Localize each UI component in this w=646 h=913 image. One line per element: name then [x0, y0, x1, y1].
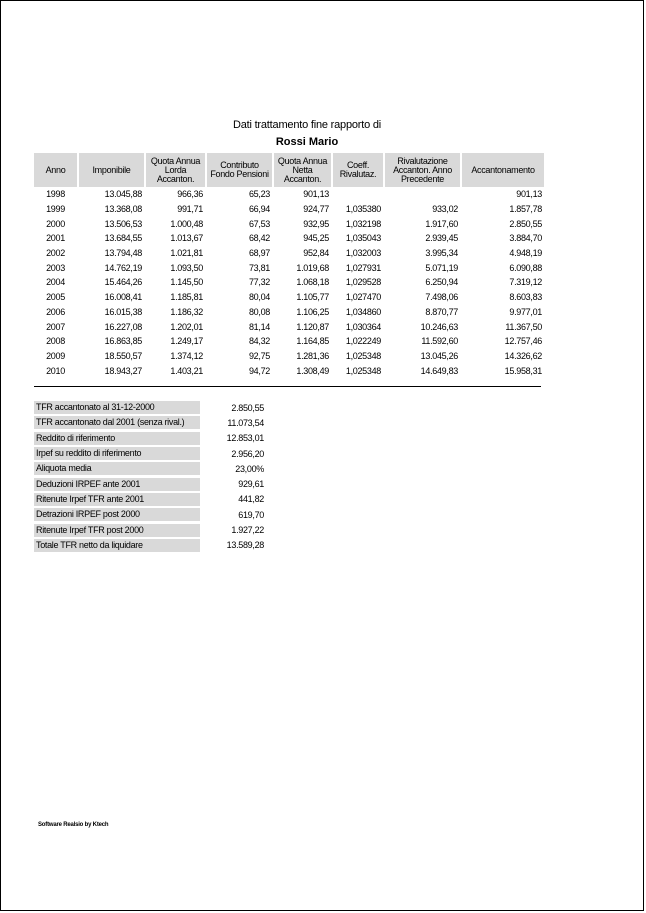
table-cell: 18.550,57	[104, 350, 142, 361]
summary-value: 2.956,20	[231, 448, 264, 459]
table-cell: 14.762,19	[104, 262, 142, 273]
table-cell: 1,032003	[345, 248, 381, 259]
table-cell: 1.202,01	[170, 321, 203, 332]
table-row	[34, 290, 544, 305]
summary-label: Ritenute Irpef TFR ante 2001	[34, 493, 200, 506]
table-cell: 933,02	[432, 204, 458, 215]
tfr-table	[32, 153, 546, 378]
table-cell: 5.071,19	[425, 262, 458, 273]
document-title: Dati trattamento fine rapporto di	[232, 119, 382, 131]
table-cell: 12.757,46	[504, 336, 542, 347]
table-cell: 945,25	[303, 233, 329, 244]
table-cell: 2006	[46, 306, 65, 317]
table-cell: 1.019,68	[296, 262, 329, 273]
table-cell: 1,025348	[345, 350, 381, 361]
table-row	[34, 202, 544, 217]
table-header-row	[34, 153, 544, 187]
table-cell: 1,030364	[345, 321, 381, 332]
software-credit: Software Realsio by Ktech	[38, 822, 109, 828]
summary-value: 11.073,54	[227, 417, 264, 428]
header-coeff-rivalutaz: Coeff. Rivalutaz.	[333, 153, 383, 187]
table-cell: 16.015,38	[104, 306, 142, 317]
table-cell: 1,025348	[345, 365, 381, 376]
table-cell: 1.106,25	[296, 306, 329, 317]
table-cell: 2.850,55	[509, 218, 542, 229]
table-cell: 2009	[46, 350, 65, 361]
table-cell: 991,71	[177, 204, 203, 215]
table-cell: 6.090,88	[509, 262, 542, 273]
table-cell: 14.326,62	[504, 350, 542, 361]
summary-label: Totale TFR netto da liquidare	[34, 539, 200, 552]
table-cell: 1,027470	[345, 292, 381, 303]
table-cell: 14.649,83	[420, 365, 458, 376]
summary-row	[34, 431, 264, 446]
summary-label: TFR accantonato al 31-12-2000	[34, 401, 200, 414]
table-cell: 1,032198	[345, 218, 381, 229]
table-row	[34, 305, 544, 320]
table-cell: 2003	[46, 262, 65, 273]
table-cell: 11.592,60	[421, 336, 458, 347]
table-row	[34, 260, 544, 275]
table-cell: 10.246,63	[420, 321, 458, 332]
table-cell	[385, 187, 460, 202]
table-cell: 1.249,17	[170, 336, 203, 347]
table-cell: 94,72	[248, 365, 270, 376]
summary-value: 1.927,22	[231, 525, 264, 536]
table-cell: 2.939,45	[425, 233, 458, 244]
table-cell: 1.021,81	[170, 248, 203, 259]
header-imponibile: Imponibile	[79, 153, 144, 187]
table-cell: 1.013,67	[170, 233, 203, 244]
table-cell: 15.958,31	[504, 365, 542, 376]
table-cell: 1.164,85	[296, 336, 329, 347]
table-cell: 2000	[46, 218, 65, 229]
table-cell: 13.684,55	[104, 233, 142, 244]
summary-row	[34, 476, 264, 491]
table-cell: 1.120,87	[296, 321, 329, 332]
table-cell: 1.093,50	[170, 262, 203, 273]
table-body	[34, 187, 544, 378]
table-row	[34, 187, 544, 202]
table-cell: 1,034860	[345, 306, 381, 317]
table-cell: 1,027931	[345, 262, 381, 273]
table-cell: 924,77	[303, 204, 329, 215]
table-cell	[333, 187, 383, 202]
summary-value: 13.589,28	[226, 540, 264, 551]
table-cell: 1.917,60	[425, 218, 458, 229]
table-cell: 1.308,49	[296, 365, 329, 376]
table-cell: 6.250,94	[425, 277, 458, 288]
table-cell: 2004	[46, 277, 65, 288]
table-cell: 1.145,50	[170, 277, 203, 288]
header-anno: Anno	[34, 153, 77, 187]
table-cell: 81,14	[248, 321, 270, 332]
table-row	[34, 349, 544, 364]
table-cell: 13.794,48	[104, 248, 142, 259]
table-cell: 8.870,77	[425, 306, 458, 317]
table-row	[34, 216, 544, 231]
table-row	[34, 319, 544, 334]
summary-label: Reddito di riferimento	[34, 432, 200, 445]
table-cell: 1,022249	[345, 336, 381, 347]
summary-row	[34, 492, 264, 507]
table-cell: 1.185,81	[170, 292, 203, 303]
summary-label: Detrazioni IRPEF post 2000	[34, 508, 200, 521]
table-cell: 1.105,77	[296, 292, 329, 303]
table-cell: 1.403,21	[170, 365, 203, 376]
table-cell: 1,035380	[345, 204, 381, 215]
summary-row	[34, 461, 264, 476]
table-cell: 1.281,36	[296, 350, 329, 361]
header-contributo-fondo: Contributo Fondo Pensioni	[207, 153, 272, 187]
table-cell: 7.498,06	[425, 292, 458, 303]
summary-row	[34, 538, 264, 553]
table-cell: 2008	[46, 336, 65, 347]
table-cell: 80,04	[248, 292, 270, 303]
table-cell: 15.464,26	[104, 277, 142, 288]
table-cell: 2007	[46, 321, 65, 332]
summary-label: Irpef su reddito di riferimento	[34, 447, 200, 460]
table-cell: 16.008,41	[104, 292, 142, 303]
table-row	[34, 231, 544, 246]
table-cell: 77,32	[248, 277, 270, 288]
table-cell: 3.995,34	[425, 248, 458, 259]
summary-row	[34, 415, 264, 430]
table-cell: 13.368,08	[104, 204, 142, 215]
table-cell: 966,36	[177, 189, 203, 200]
header-accantonamento: Accantonamento	[462, 153, 544, 187]
table-cell: 2005	[46, 292, 65, 303]
header-quota-lorda: Quota Annua Lorda Accanton.	[146, 153, 205, 187]
table-cell: 1,035043	[345, 233, 381, 244]
header-rivalutazione: Rivalutazione Accanton. Anno Precedente	[385, 153, 460, 187]
table-cell: 11.367,50	[505, 321, 542, 332]
table-cell: 13.506,53	[104, 218, 142, 229]
table-row	[34, 363, 544, 378]
summary-value: 23,00%	[235, 463, 264, 474]
summary-row	[34, 507, 264, 522]
summary-label: TFR accantonato dal 2001 (senza rival.)	[34, 416, 200, 429]
table-cell: 932,95	[303, 218, 329, 229]
table-cell: 18.943,27	[104, 365, 142, 376]
table-cell: 1.857,78	[509, 204, 542, 215]
table-cell: 2010	[46, 365, 65, 376]
summary-row	[34, 446, 264, 461]
summary-value: 2.850,55	[231, 402, 264, 413]
table-cell: 1.068,18	[296, 277, 329, 288]
table-cell: 3.884,70	[509, 233, 542, 244]
summary-value: 929,61	[238, 479, 264, 490]
table-cell: 1.000,48	[170, 218, 203, 229]
summary-section	[34, 400, 264, 553]
table-cell: 1.374,12	[170, 350, 203, 361]
section-divider	[34, 386, 541, 387]
table-cell: 1,029528	[345, 277, 381, 288]
summary-value: 12.853,01	[226, 433, 264, 444]
table-cell: 13.045,26	[420, 350, 458, 361]
table-cell: 1.186,32	[170, 306, 203, 317]
table-cell: 16.227,08	[104, 321, 142, 332]
table-cell: 1999	[46, 204, 65, 215]
employee-name: Rossi Mario	[275, 136, 339, 148]
table-cell: 901,13	[303, 189, 329, 200]
table-cell: 8.603,83	[509, 292, 542, 303]
table-row	[34, 334, 544, 349]
table-cell: 80,08	[248, 306, 270, 317]
table-row	[34, 275, 544, 290]
table-cell: 952,84	[303, 248, 329, 259]
table-cell: 66,94	[248, 204, 270, 215]
table-cell: 7.319,12	[509, 277, 542, 288]
table-cell: 84,32	[248, 336, 270, 347]
table-cell: 901,13	[516, 189, 542, 200]
table-cell: 2001	[46, 233, 65, 244]
header-quota-netta: Quota Annua Netta Accanton.	[274, 153, 331, 187]
summary-label: Deduzioni IRPEF ante 2001	[34, 478, 200, 491]
table-cell: 4.948,19	[509, 248, 542, 259]
summary-label: Aliquota media	[34, 462, 200, 475]
table-cell: 73,81	[248, 262, 270, 273]
table-cell: 2002	[46, 248, 65, 259]
table-cell: 65,23	[248, 189, 270, 200]
table-cell: 92,75	[248, 350, 270, 361]
table-cell: 68,97	[248, 248, 270, 259]
table-row	[34, 246, 544, 261]
summary-value: 619,70	[238, 509, 264, 520]
summary-row	[34, 522, 264, 537]
summary-value: 441,82	[238, 494, 264, 505]
table-cell: 9.977,01	[509, 306, 542, 317]
table-cell: 68,42	[248, 233, 270, 244]
table-cell: 13.045,88	[104, 189, 142, 200]
table-cell: 67,53	[248, 218, 270, 229]
table-cell: 1998	[46, 189, 65, 200]
table-cell: 16.863,85	[104, 336, 142, 347]
summary-label: Ritenute Irpef TFR post 2000	[34, 524, 200, 537]
summary-row	[34, 400, 264, 415]
